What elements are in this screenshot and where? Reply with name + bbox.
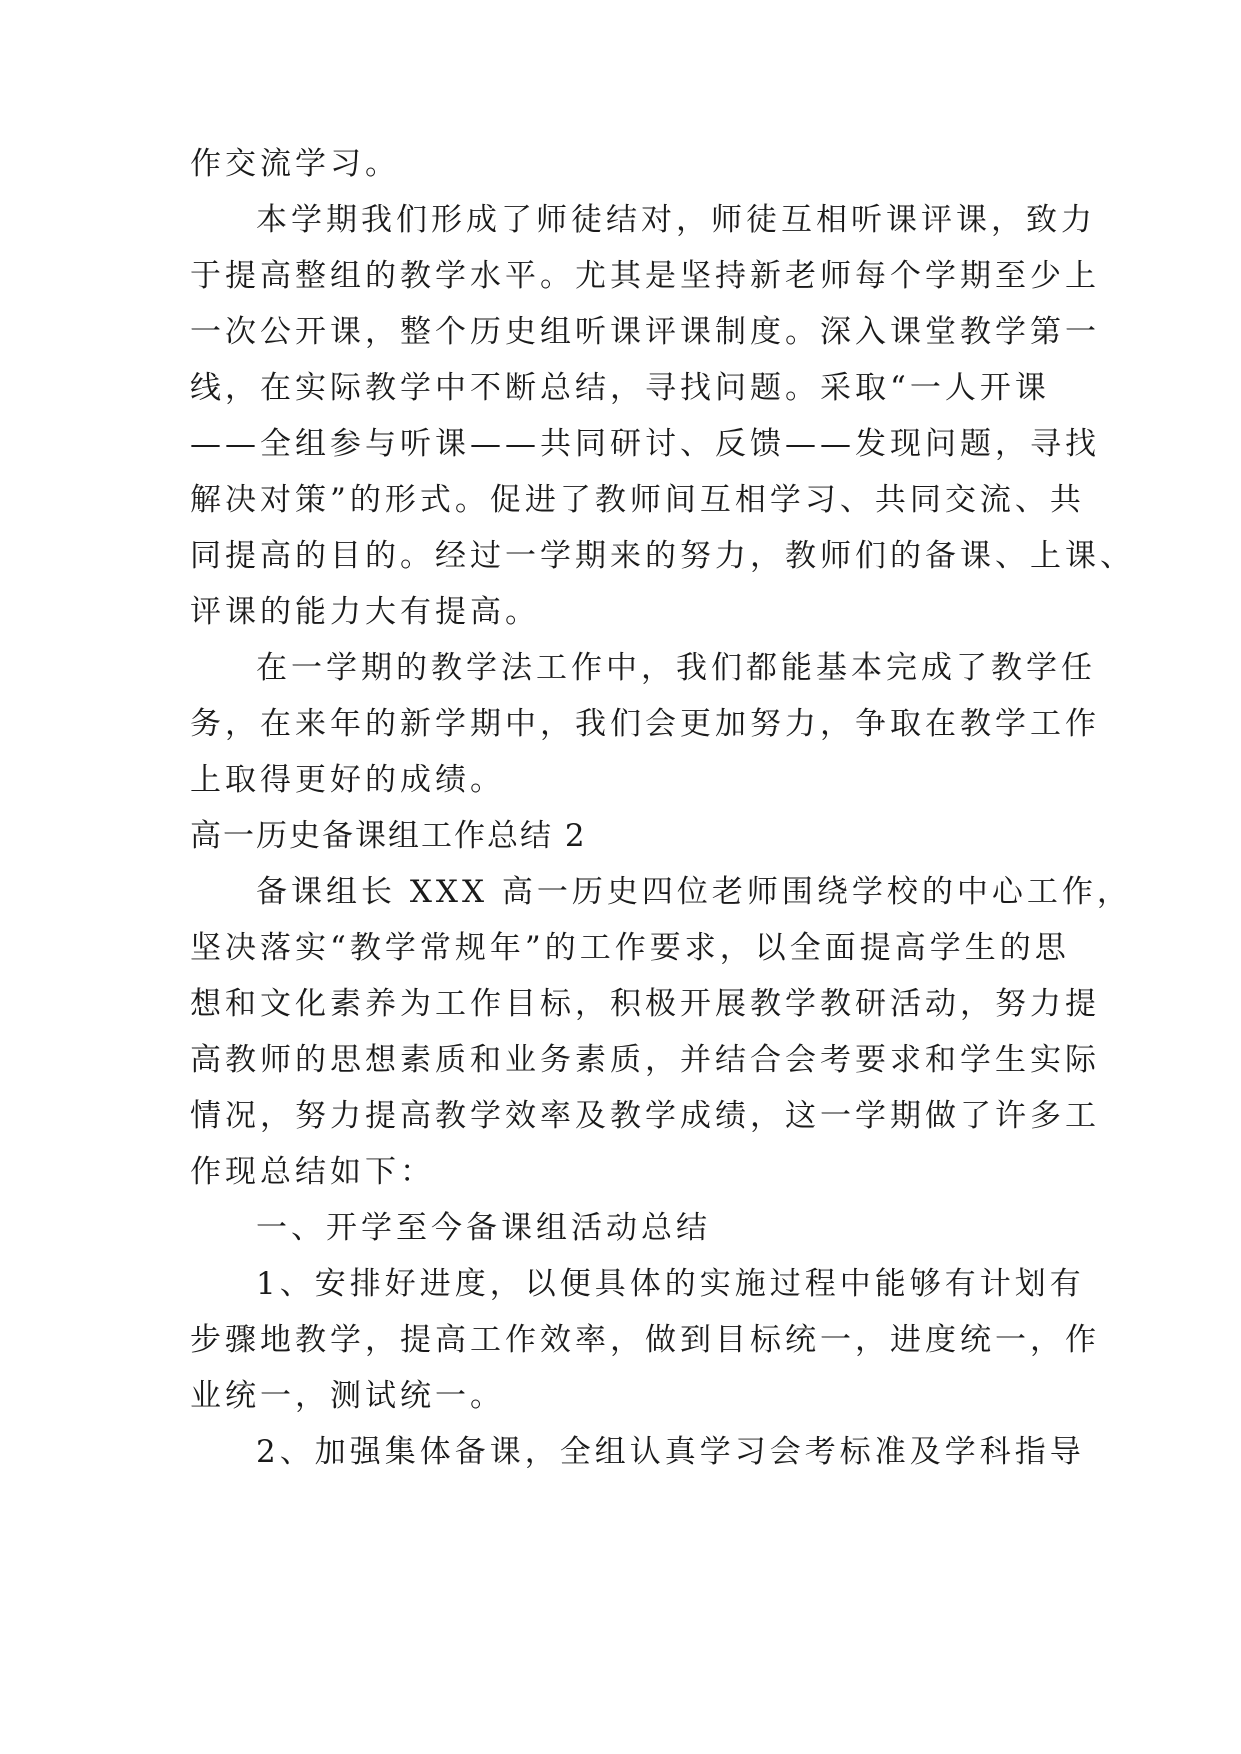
paragraph-start: 本学期我们形成了师徒结对，师徒互相听课评课，致力 [256, 202, 1096, 238]
section-heading: 高一历史备课组工作总结 2 [190, 818, 587, 854]
text-line: 想和文化素养为工作目标，积极开展教学教研活动，努力提 [190, 986, 1100, 1022]
text-line: 上取得更好的成绩。 [190, 762, 505, 798]
text-line: 一次公开课，整个历史组听课评课制度。深入课堂教学第一 [190, 314, 1100, 350]
text-line: 高教师的思想素质和业务素质，并结合会考要求和学生实际 [190, 1042, 1100, 1078]
text-line: 线，在实际教学中不断总结，寻找问题。采取“一人开课 [190, 370, 1050, 406]
text-line: 于提高整组的教学水平。尤其是坚持新老师每个学期至少上 [190, 258, 1100, 294]
text-line: 步骤地教学，提高工作效率，做到目标统一，进度统一，作 [190, 1322, 1100, 1358]
text-line: 解决对策”的形式。促进了教师间互相学习、共同交流、共 [190, 482, 1085, 518]
paragraph-start: 备课组长 XXX 高一历史四位老师围绕学校的中心工作， [256, 874, 1132, 910]
text-line: 业统一，测试统一。 [190, 1378, 505, 1414]
text-line: 作交流学习。 [190, 146, 400, 182]
text-line: 作现总结如下： [190, 1154, 435, 1190]
paragraph-start: 在一学期的教学法工作中，我们都能基本完成了教学任 [256, 650, 1096, 686]
text-line: 务，在来年的新学期中，我们会更加努力，争取在教学工作 [190, 706, 1100, 742]
text-line: 情况，努力提高教学效率及教学成绩，这一学期做了许多工 [190, 1098, 1100, 1134]
text-line: 坚决落实“教学常规年”的工作要求，以全面提高学生的思 [190, 930, 1070, 966]
text-line: 同提高的目的。经过一学期来的努力，教师们的备课、上课、 [190, 538, 1135, 574]
text-line: 评课的能力大有提高。 [190, 594, 540, 630]
text-line: ——全组参与听课——共同研讨、反馈——发现问题，寻找 [190, 426, 1100, 462]
list-item: 2、加强集体备课，全组认真学习会考标准及学科指导 [256, 1434, 1085, 1470]
list-item: 1、安排好进度，以便具体的实施过程中能够有计划有 [256, 1266, 1085, 1302]
subheading: 一、开学至今备课组活动总结 [256, 1210, 711, 1246]
